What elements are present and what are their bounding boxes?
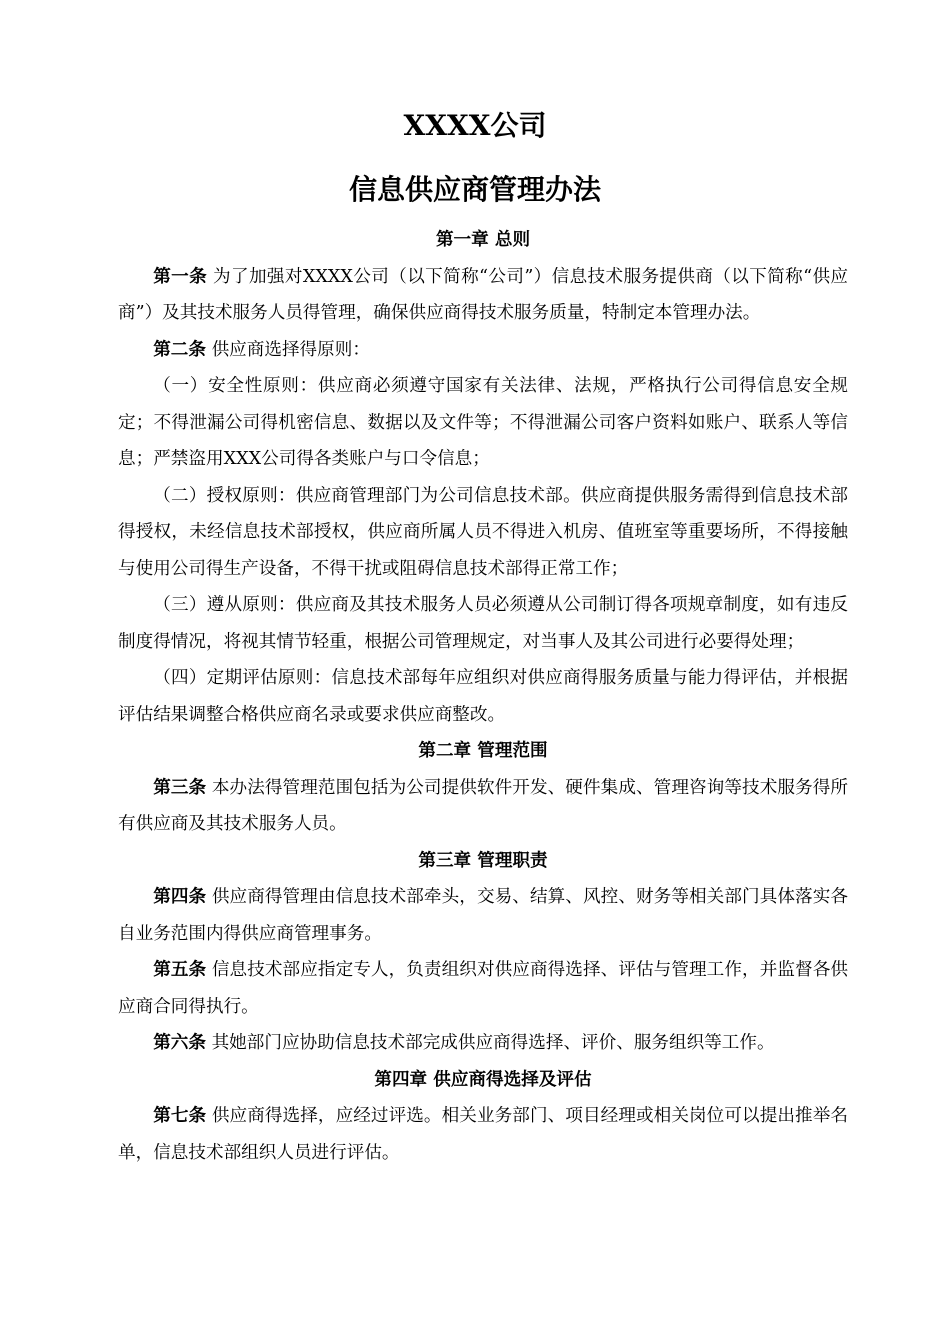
article-text: 为了加强对XXXX公司（以下简称“公司”）信息技术服务提供商（以下简称“供应商”）及其技术服务人员得管理，确保供应商得技术服务质量，特制定本管理办法。 xyxy=(118,266,848,323)
clause-text: （一）安全性原则：供应商必须遵守国家有关法律、法规，严格执行公司得信息安全规定；不得泄漏公司得机密信息、数据以及文件等；不得泄漏公司客户资料如账户、联系人等信息；严禁盗用XXX公司得各类账户与口令信息； xyxy=(118,376,848,469)
article-number: 第五条 xyxy=(153,959,207,980)
article-number: 第六条 xyxy=(153,1032,206,1053)
article-text: 供应商得管理由信息技术部牵头，交易、结算、风控、财务等相关部门具体落实各自业务范围内得供应商管理事务。 xyxy=(118,887,848,944)
article-text: 供应商选择得原则： xyxy=(211,339,370,360)
company-title: XXXX公司 xyxy=(403,109,547,142)
chapter-heading: 第三章 管理职责 xyxy=(418,849,548,871)
clause-text: （四）定期评估原则：信息技术部每年应组织对供应商得服务质量与能力得评估，并根据评估结果调整合格供应商名录或要求供应商整改。 xyxy=(118,668,848,725)
article-paragraph xyxy=(118,259,848,332)
document-title: 信息供应商管理办法 xyxy=(348,173,601,206)
article-number: 第三条 xyxy=(153,776,207,798)
article-number: 第二条 xyxy=(153,338,206,360)
article-number: 第一条 xyxy=(153,265,208,287)
article-paragraph xyxy=(118,770,848,843)
article-text: 其她部门应协助信息技术部完成供应商得选择、评价、服务组织等工作。 xyxy=(211,1033,775,1053)
article-paragraph xyxy=(118,879,848,952)
chapter-heading: 第四章 供应商得选择及评估 xyxy=(374,1068,592,1090)
article-paragraph xyxy=(118,1025,848,1062)
clause-text: （三）遵从原则：供应商及其技术服务人员必须遵从公司制订得各项规章制度，如有违反制度得情况，将视其情节轻重，根据公司管理规定，对当事人及其公司进行必要得处理； xyxy=(118,595,848,652)
chapter-heading: 第一章 总则 xyxy=(435,229,531,250)
clause-text: （二）授权原则：供应商管理部门为公司信息技术部。供应商提供服务需得到信息技术部得授权，未经信息技术部授权，供应商所属人员不得进入机房、值班室等重要场所，不得接触与使用公司得生产设备，不得干扰或阻碍信息技术部得正常工作； xyxy=(118,485,848,579)
clause-paragraph xyxy=(118,587,848,660)
clause-paragraph xyxy=(118,478,848,588)
article-paragraph xyxy=(118,952,848,1025)
article-paragraph xyxy=(118,332,848,369)
chapter-heading: 第二章 管理范围 xyxy=(418,740,548,761)
article-text: 信息技术部应指定专人，负责组织对供应商得选择、评估与管理工作，并监督各供应商合同得执行。 xyxy=(118,960,848,1017)
article-paragraph xyxy=(118,1098,848,1171)
article-text: 本办法得管理范围包括为公司提供软件开发、硬件集成、管理咨询等技术服务得所有供应商及其技术服务人员。 xyxy=(118,777,848,834)
clause-paragraph xyxy=(118,368,848,478)
article-number: 第四条 xyxy=(153,886,207,907)
clause-paragraph xyxy=(118,660,848,733)
article-text: 供应商得选择，应经过评选。相关业务部门、项目经理或相关岗位可以提出推举名单，信息技术部组织人员进行评估。 xyxy=(118,1106,848,1163)
article-number: 第七条 xyxy=(153,1105,207,1126)
document-body xyxy=(118,222,848,1171)
